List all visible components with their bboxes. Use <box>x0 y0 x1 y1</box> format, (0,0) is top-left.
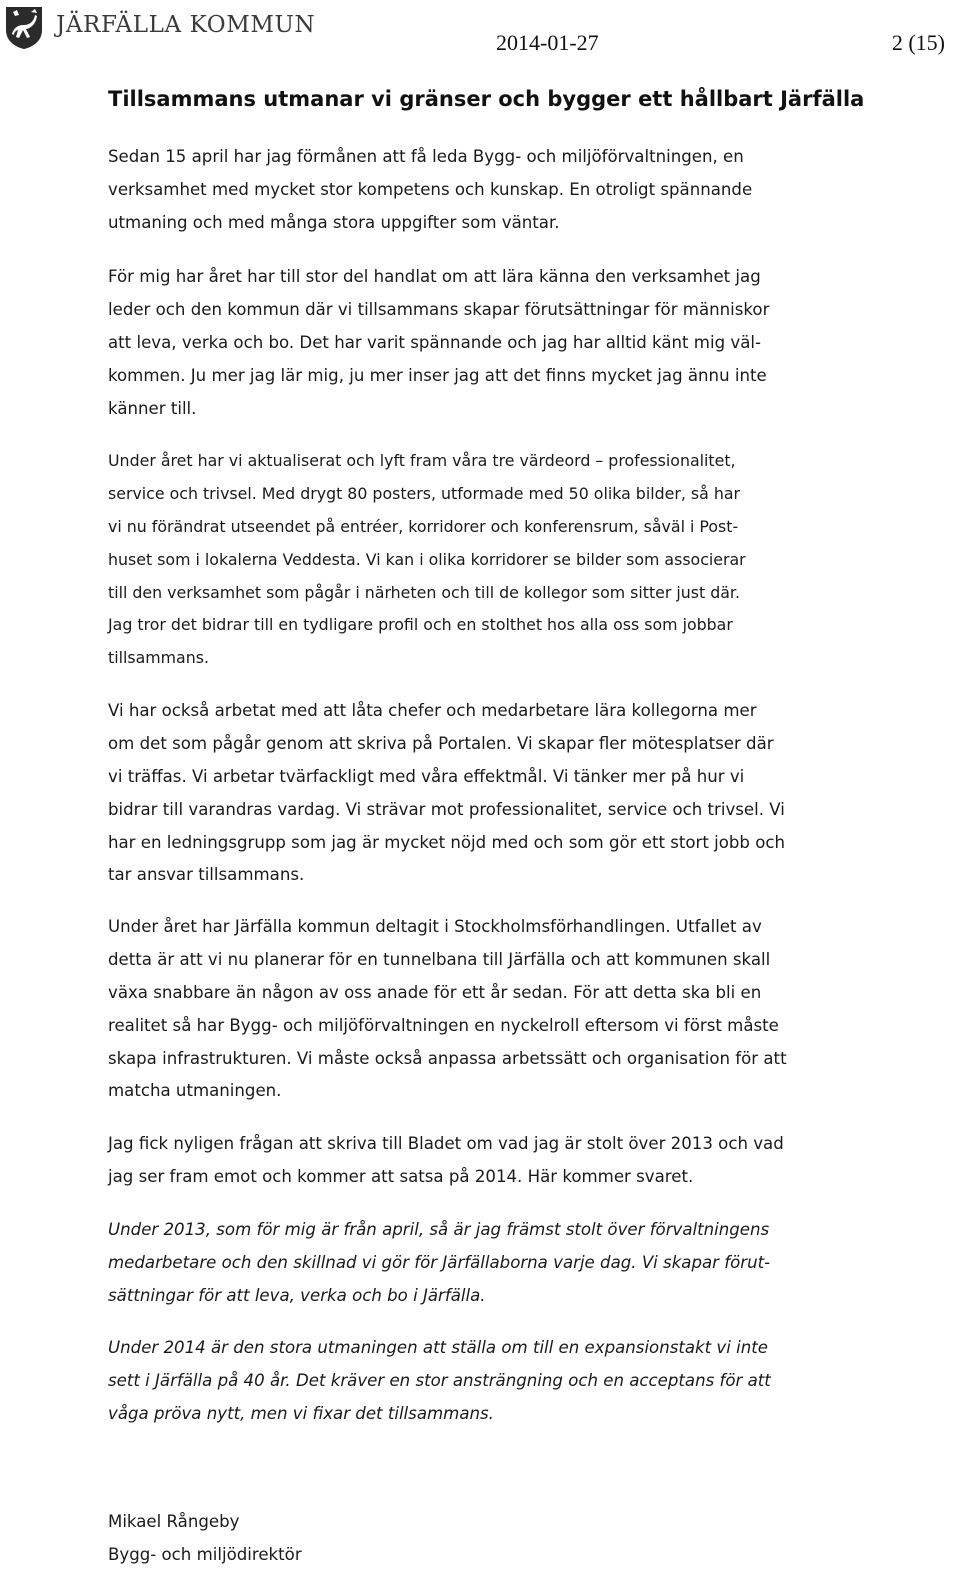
text-line: utmaning och med många stora uppgifter som väntar. <box>108 212 560 232</box>
text-line: matcha utmaningen. <box>108 1081 282 1101</box>
paragraph-1 <box>108 141 752 240</box>
text-line: detta är att vi nu planerar för en tunnelbana till Järfälla och att kommunen skall <box>108 949 771 969</box>
text-line: Under året har vi aktualiserat och lyft fram våra tre värdeord – professionalitet, <box>108 451 736 470</box>
text-line: skapa infrastrukturen. Vi måste också anpassa arbetssätt och organisation för att <box>108 1048 787 1068</box>
text-line: våga pröva nytt, men vi fixar det tillsammans. <box>108 1403 494 1423</box>
paragraph-5 <box>108 911 787 1108</box>
text-line: om det som pågår genom att skriva på Portalen. Vi skapar fler mötesplatser där <box>108 733 774 753</box>
text-line: leder och den kommun där vi tillsammans skapar förutsättningar för människor <box>108 299 770 319</box>
document-title: Tillsammans utmanar vi gränser och bygger ett hållbart Järfälla <box>108 87 865 111</box>
signature-role: Bygg- och miljödirektör <box>108 1544 302 1564</box>
text-line: till den verksamhet som pågår i närheten och till de kollegor som sitter just där. <box>108 582 740 602</box>
text-line: Under 2013, som för mig är från april, så är jag främst stolt över förvaltningens <box>108 1220 770 1239</box>
text-line: vi träffas. Vi arbetar tvärfackligt med våra effektmål. Vi tänker mer på hur vi <box>108 766 745 786</box>
paragraph-4 <box>108 695 785 892</box>
text-line: att leva, verka och bo. Det har varit spännande och jag har alltid känt mig väl- <box>108 332 761 352</box>
text-line: service och trivsel. Med drygt 80 posters, utformade med 50 olika bilder, så har <box>108 483 741 503</box>
signature-block <box>108 1506 302 1572</box>
text-line: tar ansvar tillsammans. <box>108 865 305 885</box>
page-header <box>0 0 960 60</box>
text-line: kommen. Ju mer jag lär mig, ju mer inser jag att det finns mycket jag ännu inte <box>108 365 767 385</box>
text-line: Vi har också arbetat med att låta chefer och medarbetare lära kollegorna mer <box>108 701 757 720</box>
text-line: realitet så har Bygg- och miljöförvaltningen en nyckelroll eftersom vi först måste <box>108 1015 779 1035</box>
page-number: 2 (15) <box>891 30 945 55</box>
signature-name: Mikael Rångeby <box>108 1512 240 1531</box>
text-line: Under året har Järfälla kommun deltagit i Stockholmsförhandlingen. Utfallet av <box>108 917 762 936</box>
text-line: sättningar för att leva, verka och bo i Järfälla. <box>108 1285 486 1305</box>
text-line: Under 2014 är den stora utmaningen att ställa om till en expansionstakt vi inte <box>108 1338 768 1357</box>
text-line: sett i Järfälla på 40 år. Det kräver en stor ansträngning och en acceptans för att <box>108 1370 771 1390</box>
text-line: För mig har året har till stor del handlat om att lära känna den verksamhet jag <box>108 267 761 286</box>
document-date: 2014-01-27 <box>496 30 599 55</box>
text-line: Jag fick nyligen frågan att skriva till Bladet om vad jag är stolt över 2013 och vad <box>108 1134 784 1153</box>
municipal-crest-icon <box>4 4 44 50</box>
paragraph-7-quote <box>108 1214 770 1313</box>
text-line: jag ser fram emot och kommer att satsa på 2014. Här kommer svaret. <box>108 1166 694 1186</box>
text-line: växa snabbare än någon av oss anade för ett år sedan. För att detta ska bli en <box>108 982 762 1002</box>
text-line: känner till. <box>108 398 197 418</box>
text-line: tillsammans. <box>108 648 209 668</box>
logo-text: JÄRFÄLLA KOMMUN <box>56 12 316 38</box>
paragraph-8-quote <box>108 1332 771 1431</box>
paragraph-3 <box>108 445 746 675</box>
text-line: har en ledningsgrupp som jag är mycket nöjd med och som gör ett stort jobb och <box>108 832 786 852</box>
text-line: verksamhet med mycket stor kompetens och kunskap. En otroligt spännande <box>108 179 753 199</box>
paragraph-6 <box>108 1128 784 1194</box>
paragraph-2 <box>108 261 769 425</box>
text-line: vi nu förändrat utseendet på entréer, korridorer och konferensrum, såväl i Post- <box>108 516 739 536</box>
text-line: bidrar till varandras vardag. Vi strävar mot professionalitet, service och trivsel. Vi <box>108 799 785 819</box>
text-line: Jag tror det bidrar till en tydligare profil och en stolthet hos alla oss som jobbar <box>108 615 733 635</box>
text-line: medarbetare och den skillnad vi gör för Järfällaborna varje dag. Vi skapar förut- <box>108 1252 771 1272</box>
text-line: Sedan 15 april har jag förmånen att få leda Bygg- och miljöförvaltningen, en <box>108 147 744 166</box>
text-line: huset som i lokalerna Veddesta. Vi kan i olika korridorer se bilder som associerar <box>108 549 746 569</box>
